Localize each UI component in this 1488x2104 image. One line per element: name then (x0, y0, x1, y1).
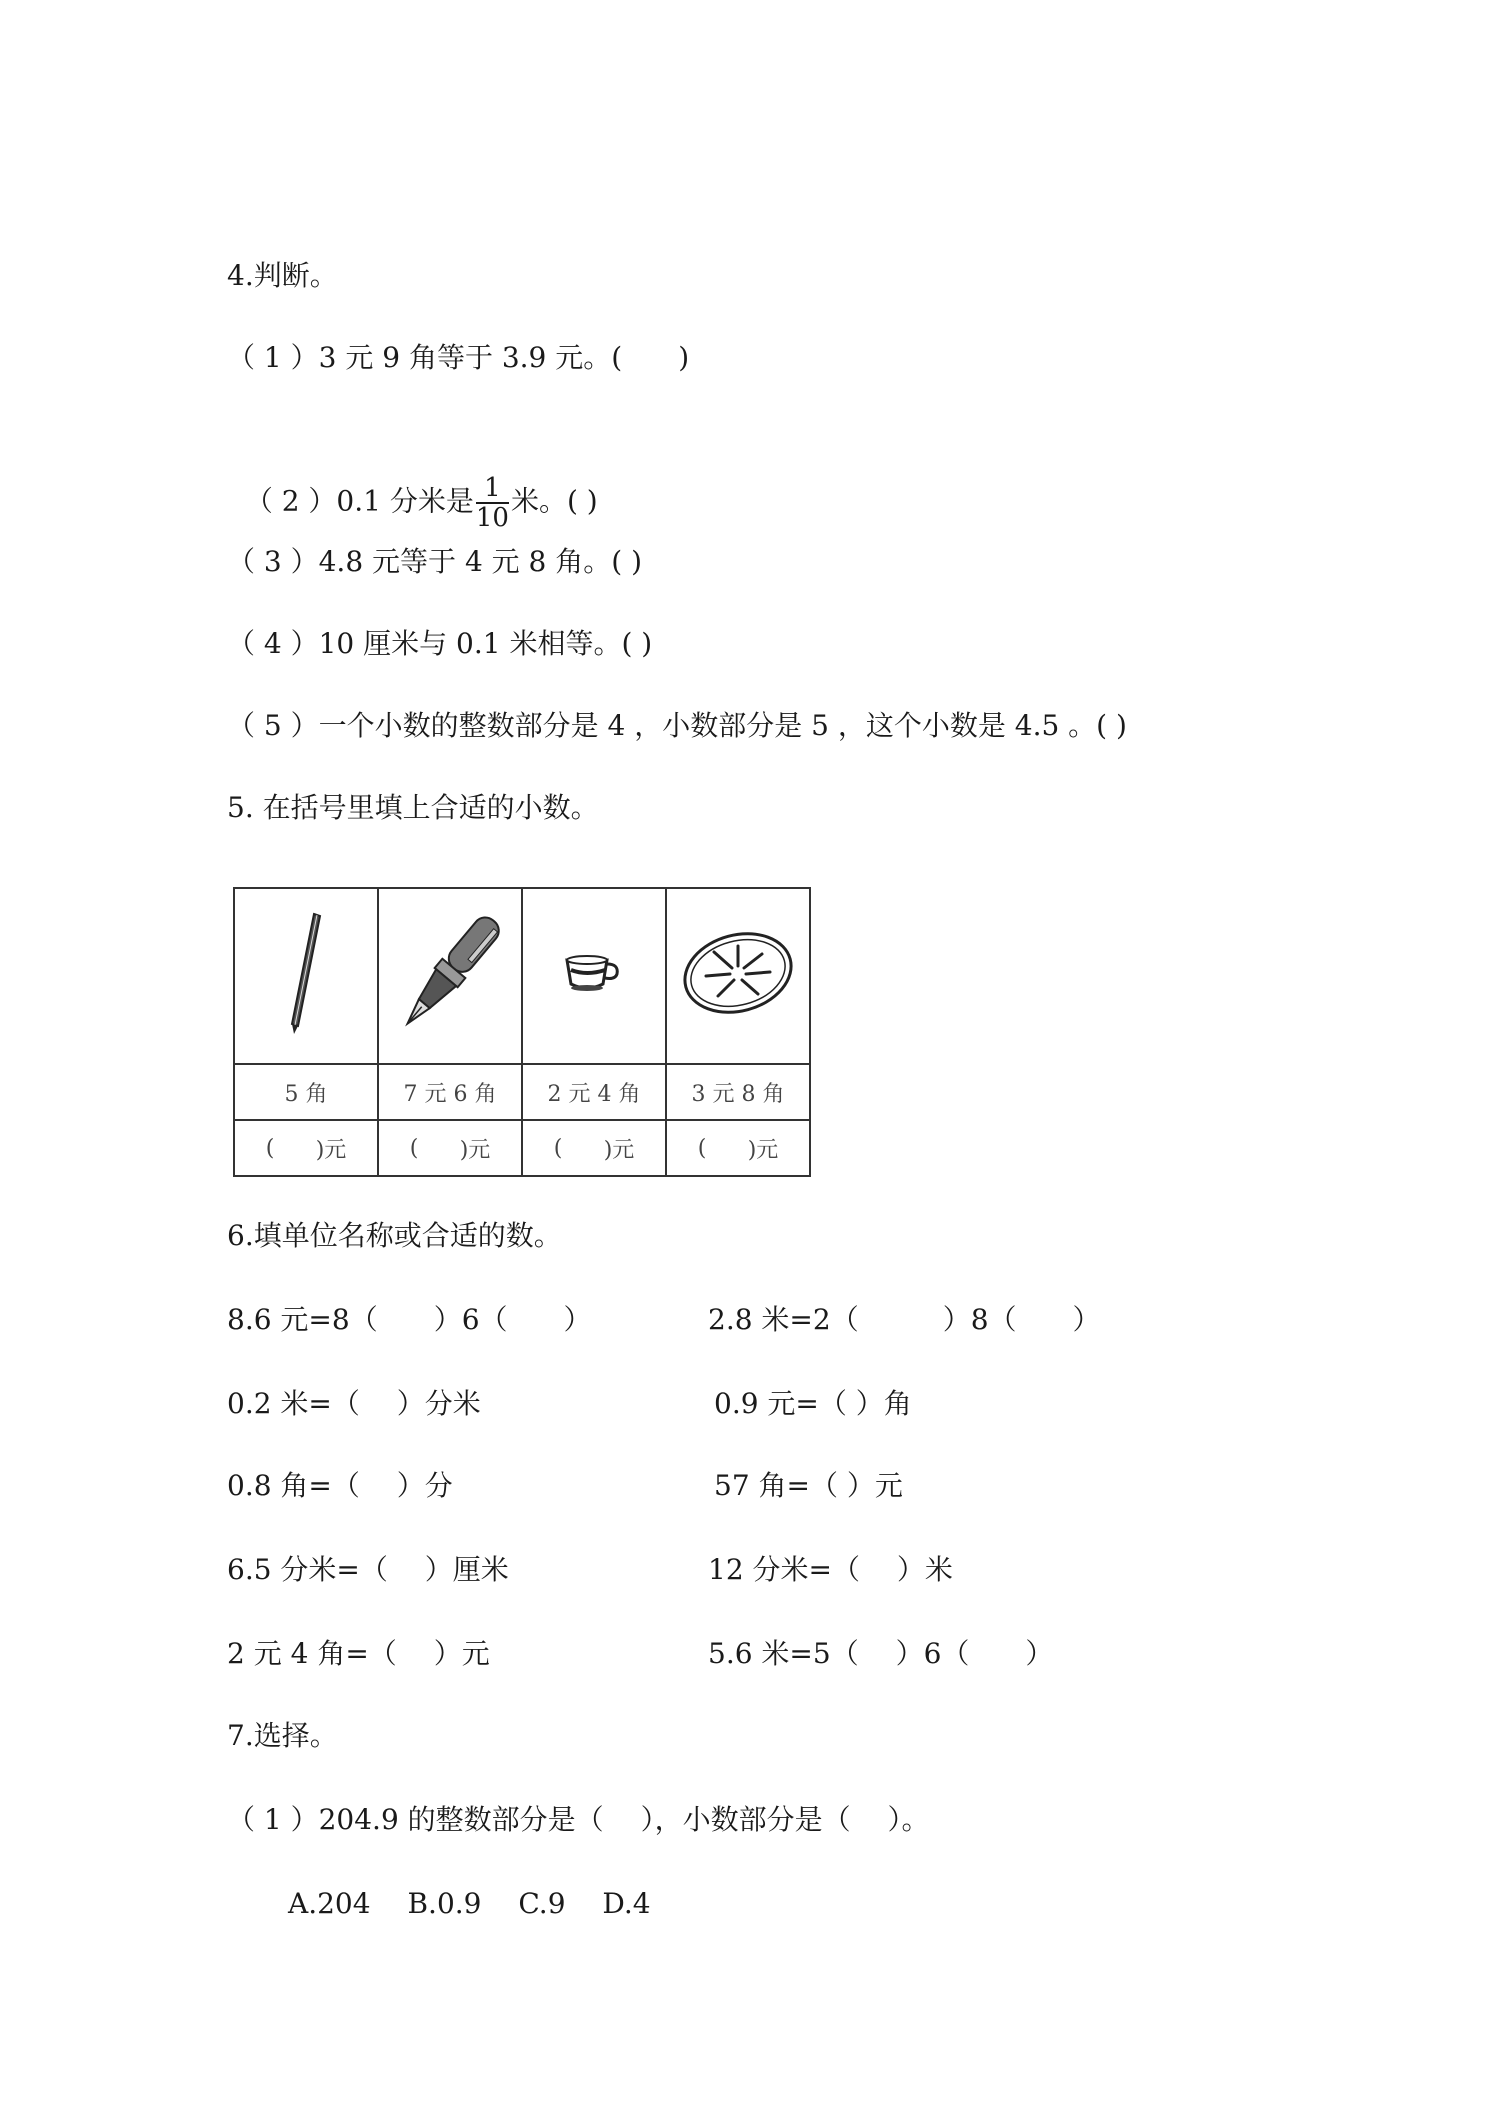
close-paren-unit: )元 (459, 1137, 491, 1163)
fraction-denominator: 10 (475, 503, 509, 533)
price-label: 7 元 6 角 (378, 1064, 522, 1120)
fraction-numerator: 1 (476, 474, 509, 504)
q6-row-3-left: 0.8 角=（ ）分 (227, 1469, 453, 1502)
q4-item-3: （ 3 ）4.8 元等于 4 元 8 角。( ) (227, 545, 643, 578)
q4-item-2-after: 米。( ) (510, 484, 598, 518)
pencil-icon (276, 908, 336, 1038)
answer-cell[interactable] (234, 1120, 378, 1176)
answer-cell[interactable] (666, 1120, 810, 1176)
price-label: 2 元 4 角 (522, 1064, 666, 1120)
cup-cell (522, 888, 666, 1064)
q6-row-5-left: 2 元 4 角=（ ）元 (227, 1637, 490, 1670)
answer-cell[interactable] (522, 1120, 666, 1176)
q4-item-4: （ 4 ）10 厘米与 0.1 米相等。( ) (227, 627, 653, 660)
q6-row-2-left: 0.2 米=（ ）分米 (227, 1387, 481, 1420)
q6-row-1-left: 8.6 元=8（ ）6（ ） (227, 1303, 592, 1336)
q6-row-3-right: 57 角=（ ）元 (714, 1469, 903, 1502)
q4-item-2-before: （ 2 ）0.1 分米是 (244, 484, 474, 518)
q7-item-1: （ 1 ）204.9 的整数部分是（ ），小数部分是（ ）。 (227, 1803, 930, 1836)
q6-row-4-left: 6.5 分米=（ ）厘米 (227, 1553, 509, 1586)
plate-icon (678, 928, 798, 1018)
q6-row-2-right: 0.9 元=（ ）角 (714, 1387, 912, 1420)
answer-cell[interactable] (378, 1120, 522, 1176)
q6-row-5-right: 5.6 米=5（ ）6（ ） (708, 1637, 1054, 1670)
cup-icon (559, 948, 629, 998)
open-paren: ( (553, 1135, 563, 1161)
price-label: 3 元 8 角 (666, 1064, 810, 1120)
q4-item-5: （ 5 ）一个小数的整数部分是 4 ，小数部分是 5 ，这个小数是 4.5 。( ) (227, 709, 1127, 742)
fraction (476, 474, 509, 532)
open-paren: ( (409, 1135, 419, 1161)
close-paren-unit: )元 (315, 1137, 347, 1163)
plate-cell (666, 888, 810, 1064)
q4-title: 4.判断。 (227, 259, 338, 292)
q7-options: A.204 B.0.9 C.9 D.4 (288, 1887, 651, 1920)
q6-row-4-right: 12 分米=（ ）米 (708, 1553, 953, 1586)
q7-title: 7.选择。 (227, 1719, 338, 1752)
open-paren: ( (697, 1135, 707, 1161)
price-label: 5 角 (234, 1064, 378, 1120)
q4-item-1: （ 1 ）3 元 9 角等于 3.9 元。( ) (227, 341, 690, 374)
q4-item-2 (227, 438, 598, 532)
q6-title: 6.填单位名称或合适的数。 (227, 1219, 562, 1252)
open-paren: ( (265, 1135, 275, 1161)
fountain-pen-icon (395, 903, 505, 1043)
q5-title: 5. 在括号里填上合适的小数。 (227, 791, 599, 824)
close-paren-unit: )元 (603, 1137, 635, 1163)
price-table (233, 887, 811, 1177)
close-paren-unit: )元 (747, 1137, 779, 1163)
q6-row-1-right: 2.8 米=2（ ）8（ ） (708, 1303, 1101, 1336)
fountain-pen-cell (378, 888, 522, 1064)
pencil-cell (234, 888, 378, 1064)
